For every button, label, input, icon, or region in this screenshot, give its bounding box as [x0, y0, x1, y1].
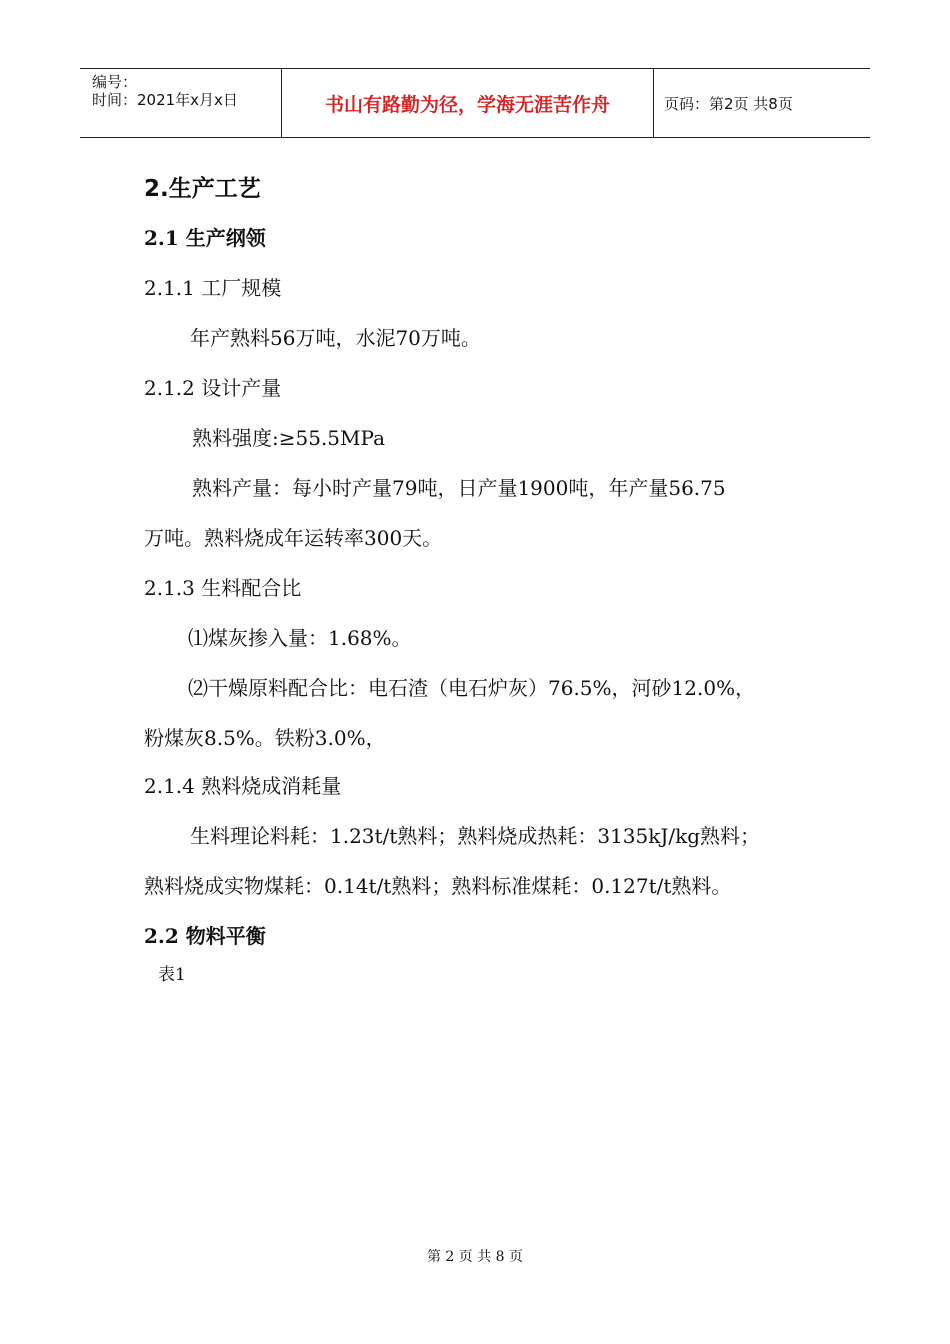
raw-mix-item-1: ⑴煤灰掺入量：1.68%。: [188, 626, 412, 650]
consumption-line-1: 生料理论料耗：1.23t/t熟料；熟料烧成热耗：3135kJ/kg熟料；: [190, 824, 761, 848]
header-motto: 书山有路勤为径，学海无涯苦作舟: [282, 69, 654, 137]
subsection-2-1-3-title: 2.1.3 生料配合比: [144, 576, 302, 600]
date-label: 时间：2021年x月x日: [92, 91, 238, 109]
consumption-line-2: 熟料烧成实物煤耗：0.14t/t熟料；熟料标准煤耗：0.127t/t熟料。: [144, 874, 732, 898]
subsection-2-1-1-title: 2.1.1 工厂规模: [144, 276, 282, 300]
header-page-info: 页码：第2页 共8页: [664, 94, 793, 113]
subsection-2-1-title: 2.1 生产纲领: [144, 226, 266, 250]
clinker-output-text: 熟料产量：每小时产量79吨，日产量1900吨，年产量56.75: [192, 476, 726, 500]
number-label: 编号：: [92, 73, 138, 91]
raw-mix-item-2-cont: 粉煤灰8.5%。铁粉3.0%，: [144, 726, 386, 750]
subsection-2-2-title: 2.2 物料平衡: [144, 924, 266, 948]
page-header: [80, 68, 870, 138]
factory-scale-text: 年产熟料56万吨，水泥70万吨。: [190, 326, 481, 350]
raw-mix-item-2: ⑵干燥原料配合比：电石渣（电石炉灰）76.5%，河砂12.0%，: [188, 676, 756, 700]
clinker-output-text-cont: 万吨。熟料烧成年运转率300天。: [144, 526, 443, 550]
table-caption: 表1: [158, 965, 186, 985]
header-meta-cell: [80, 69, 282, 137]
clinker-strength-text: 熟料强度:≥55.5MPa: [192, 426, 385, 450]
subsection-2-1-4-title: 2.1.4 熟料烧成消耗量: [144, 774, 342, 798]
section-title: 2.生产工艺: [144, 176, 261, 202]
page-footer: 第 2 页 共 8 页: [426, 1249, 524, 1265]
subsection-2-1-2-title: 2.1.2 设计产量: [144, 376, 282, 400]
